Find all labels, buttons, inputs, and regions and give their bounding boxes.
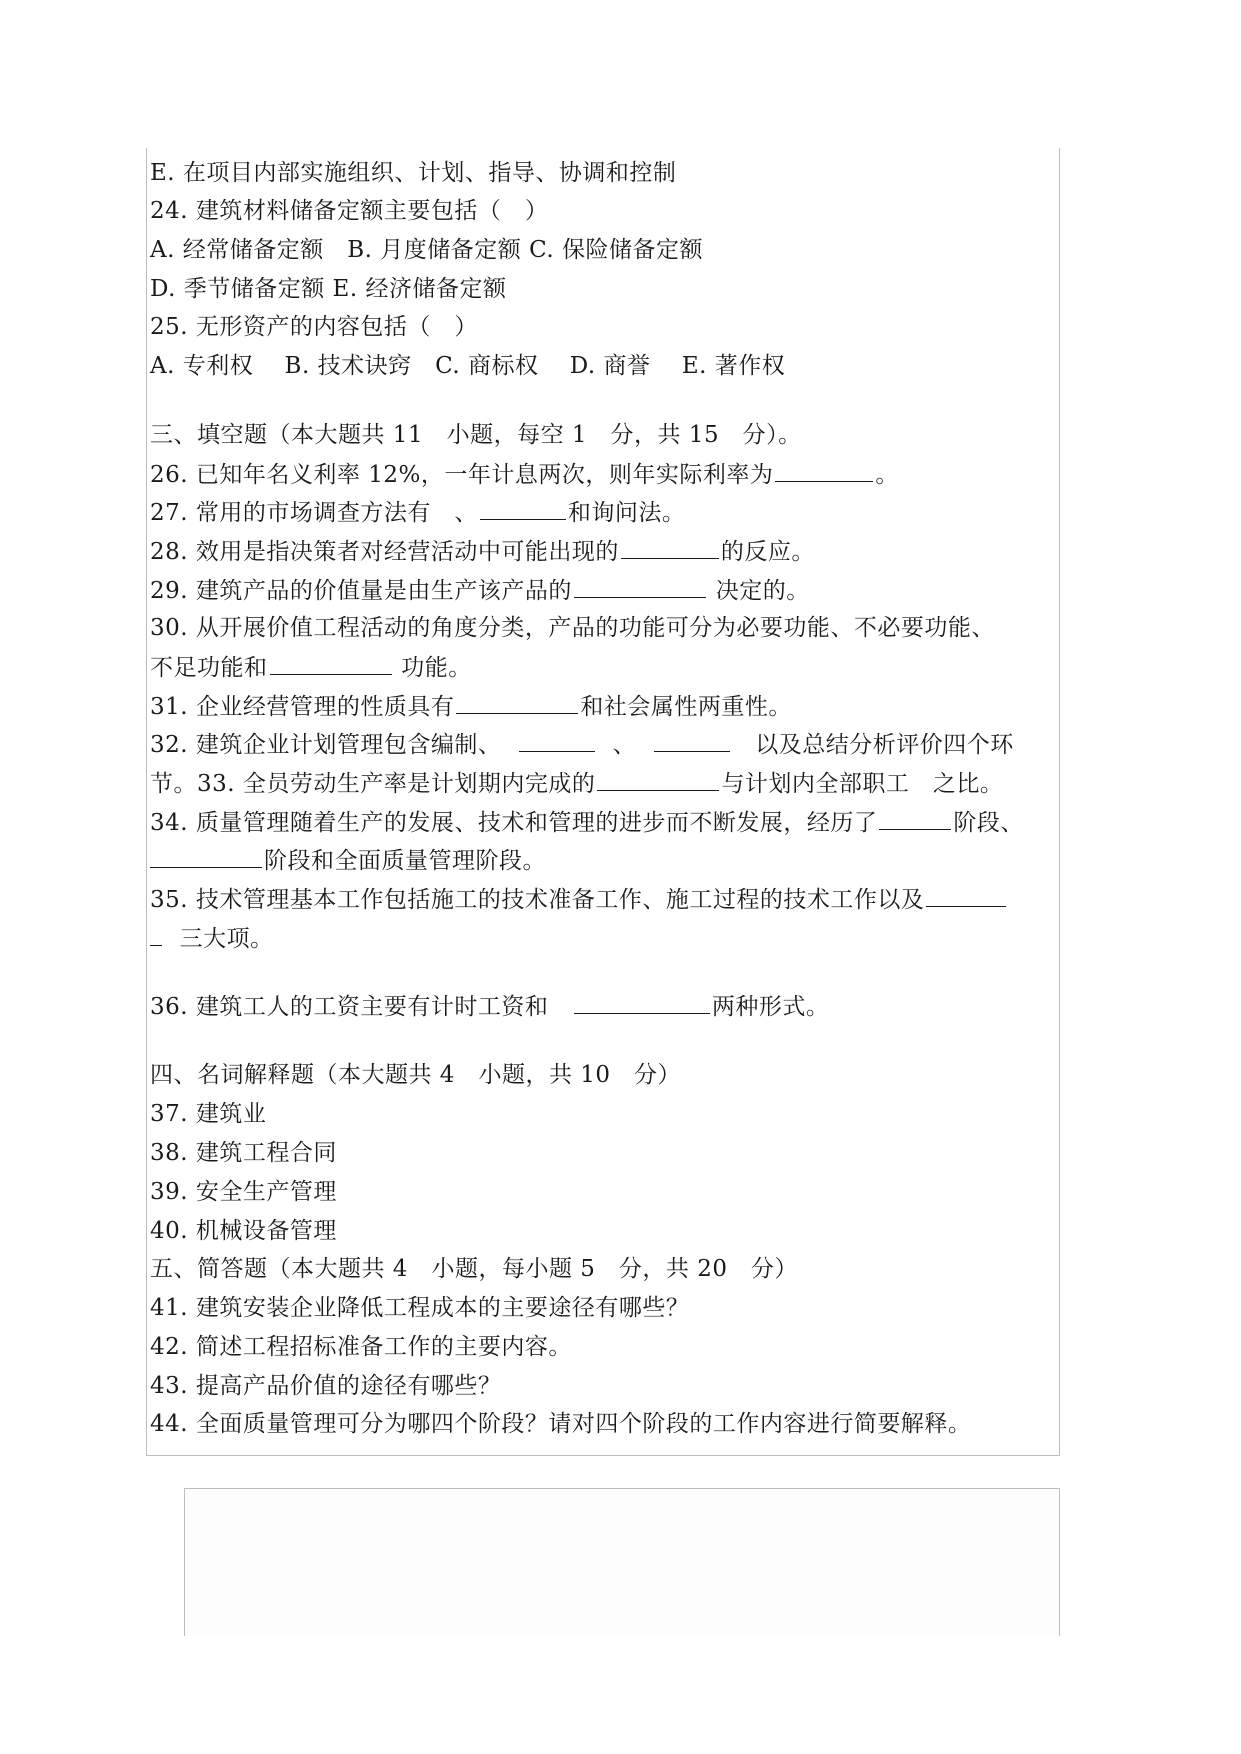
question-35-cont [150, 923, 274, 954]
question-31 [150, 691, 792, 722]
question-36 [150, 991, 829, 1022]
answer-blank [150, 845, 262, 868]
question-26-text: 26. 已知年名义利率 12%，一年计息两次，则年实际利率为 [150, 462, 774, 488]
question-34-stage: 阶段、 [953, 810, 1024, 836]
question-32 [150, 729, 1014, 760]
question-30: 30. 从开展价值工程活动的角度分类，产品的功能可分为必要功能、不必要功能、 [150, 615, 995, 641]
question-30-end: 功能。 [393, 655, 472, 681]
question-44: 44. 全面质量管理可分为哪四个阶段？请对四个阶段的工作内容进行简要解释。 [150, 1411, 972, 1437]
question-31-text: 31. 企业经营管理的性质具有 [150, 694, 455, 720]
question-35-end: 三大项。 [179, 926, 274, 952]
question-26 [150, 459, 899, 490]
question-34-end: 阶段和全面质量管理阶段。 [264, 848, 546, 874]
question-28-text: 28. 效用是指决策者对经营活动中可能出现的 [150, 539, 619, 565]
answer-blank [654, 729, 730, 752]
answer-blank [926, 884, 1006, 907]
question-29 [150, 575, 810, 606]
answer-blank [775, 459, 873, 482]
question-32-sep: 、 [612, 732, 637, 758]
option-line: E. 在项目内部实施组织、计划、指导、协调和控制 [150, 160, 677, 186]
question-29-text: 29. 建筑产品的价值量是由生产该产品的 [150, 578, 572, 604]
question-37: 37. 建筑业 [150, 1101, 267, 1127]
question-40: 40. 机械设备管理 [150, 1218, 337, 1244]
question-35 [150, 884, 1008, 915]
question-25: 25. 无形资产的内容包括（ ） [150, 314, 478, 340]
question-32-end: 以及总结分析评价四个环 [755, 732, 1014, 758]
empty-frame [184, 1488, 1060, 1636]
answer-blank [519, 729, 595, 752]
question-30-cont-text: 不足功能和 [150, 655, 268, 681]
question-26-end: 。 [875, 462, 899, 488]
answer-blank [879, 807, 951, 830]
answer-blank [574, 991, 710, 1014]
question-36-end: 两种形式。 [711, 994, 830, 1020]
answer-blank [597, 768, 719, 791]
question-30-cont [150, 652, 472, 683]
answer-blank [456, 691, 578, 714]
answer-blank [270, 652, 392, 675]
question-34-cont [150, 845, 546, 876]
question-24: 24. 建筑材料储备定额主要包括（ ） [150, 198, 549, 224]
question-35-text: 35. 技术管理基本工作包括施工的技术准备工作、施工过程的技术工作以及 [150, 887, 925, 913]
question-28 [150, 536, 815, 567]
question-32-text: 32. 建筑企业计划管理包含编制、 [150, 732, 502, 758]
question-33-text: 节。33. 全员劳动生产率是计划期内完成的 [150, 771, 596, 797]
question-31-end: 和社会属性两重性。 [580, 694, 792, 720]
question-39: 39. 安全生产管理 [150, 1179, 337, 1205]
section-3-heading: 三、填空题（本大题共 11 小题，每空 1 分，共 15 分）。 [150, 422, 802, 448]
question-41: 41. 建筑安装企业降低工程成本的主要途径有哪些？ [150, 1295, 690, 1321]
question-24-options-2: D. 季节储备定额 E. 经济储备定额 [150, 276, 507, 302]
question-43: 43. 提高产品价值的途径有哪些？ [150, 1373, 502, 1399]
question-27-end: 和询问法。 [567, 500, 686, 526]
question-27-text: 27. 常用的市场调查方法有 、 [150, 500, 478, 526]
answer-blank [621, 536, 719, 559]
question-34 [150, 807, 1024, 838]
section-4-heading: 四、名词解释题（本大题共 4 小题，共 10 分） [150, 1062, 682, 1088]
question-25-options: A. 专利权 B. 技术诀窍 C. 商标权 D. 商誉 E. 著作权 [150, 353, 786, 379]
question-24-options-1: A. 经常储备定额 B. 月度储备定额 C. 保险储备定额 [150, 237, 703, 263]
question-28-end: 的反应。 [720, 539, 815, 565]
question-42: 42. 简述工程招标准备工作的主要内容。 [150, 1334, 572, 1360]
answer-blank [480, 497, 566, 520]
question-38: 38. 建筑工程合同 [150, 1140, 337, 1166]
section-5-heading: 五、简答题（本大题共 4 小题，每小题 5 分，共 20 分） [150, 1256, 798, 1282]
question-33 [150, 768, 1003, 799]
question-33-end: 与计划内全部职工 之比。 [721, 771, 1004, 797]
question-29-end: 决定的。 [707, 578, 810, 604]
question-27 [150, 497, 685, 528]
question-34-text: 34. 质量管理随着生产的发展、技术和管理的进步而不断发展，经历了 [150, 810, 878, 836]
answer-blank [574, 575, 706, 598]
answer-blank [150, 923, 162, 946]
question-36-text: 36. 建筑工人的工资主要有计时工资和 [150, 994, 549, 1020]
